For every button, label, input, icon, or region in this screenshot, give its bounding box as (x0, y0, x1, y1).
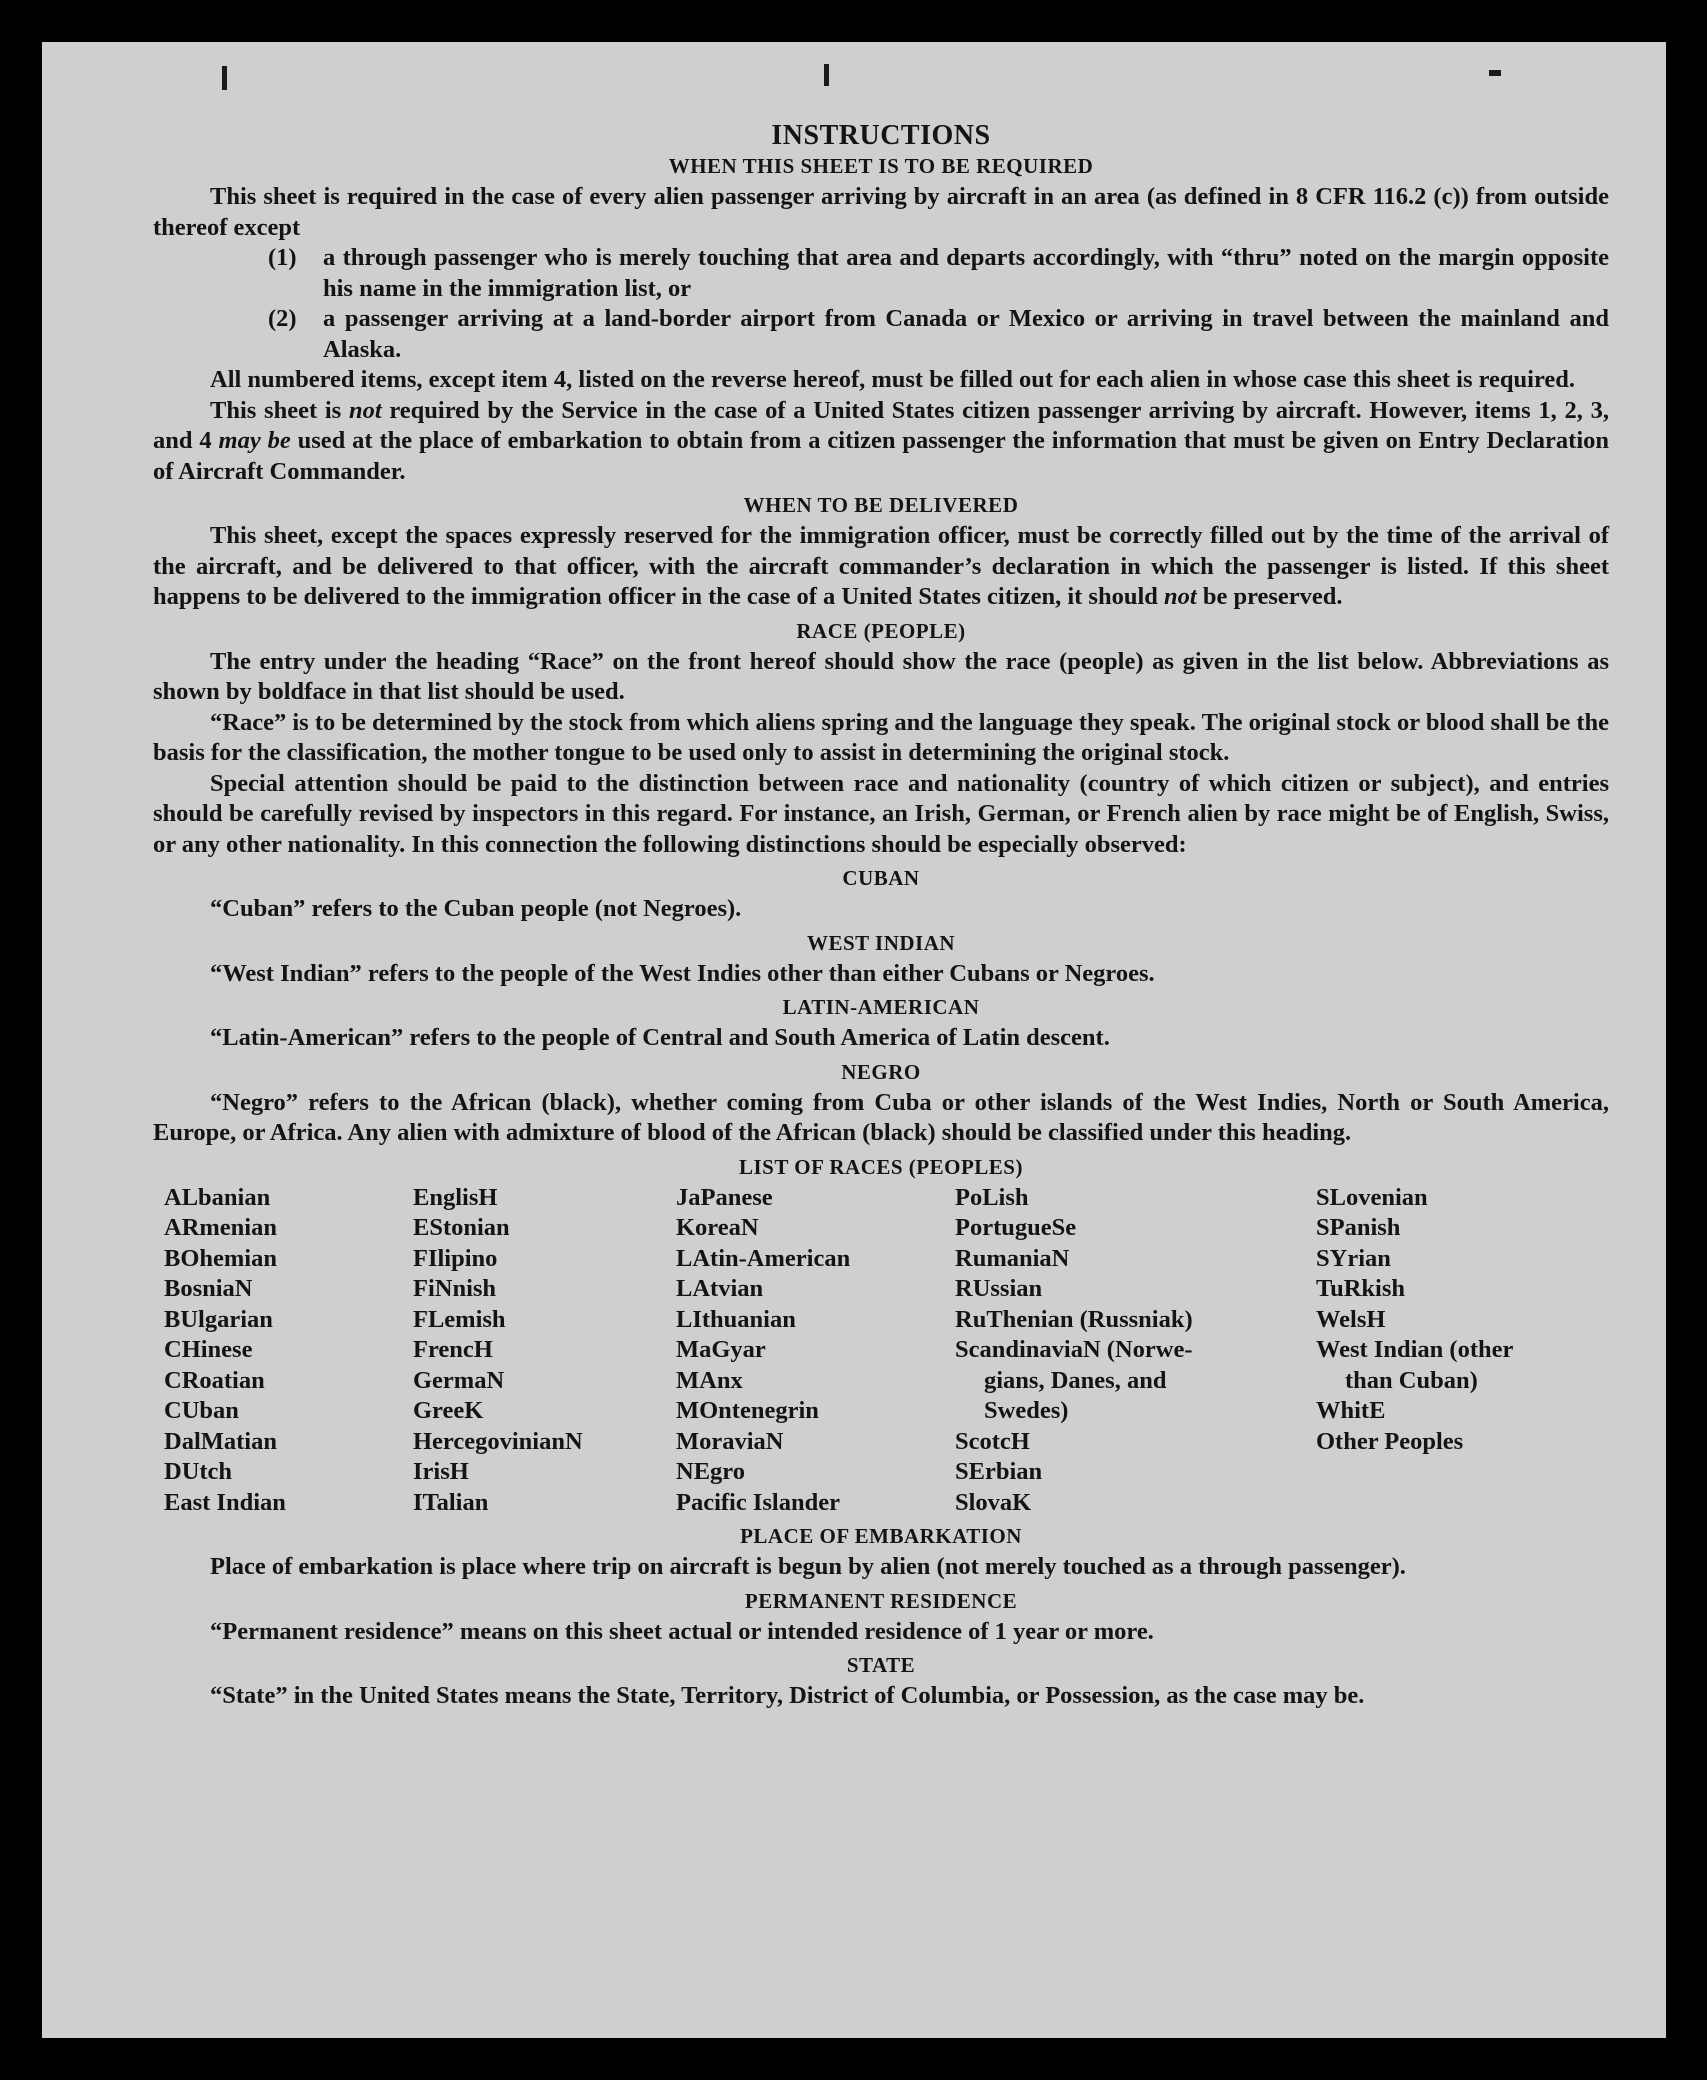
paragraph-race-1: The entry under the heading “Race” on the front hereof should show the race (people) as given in the list below. Abbreviations as shown by boldface in that list should be used. (153, 647, 1609, 705)
list-item: NEgro (676, 1458, 745, 1485)
heading-race: RACE (PEOPLE) (796, 618, 966, 643)
list-item: PoLish (955, 1183, 1029, 1211)
list-item: GreeK (413, 1397, 484, 1424)
list-item: Swedes) (984, 1397, 1069, 1424)
paragraph-negro: “Negro” refers to the African (black), whether coming from Cuba or other islands of the West Indies, North or South America, Europe, or Africa. Any alien with admixture of blood of the African (black) should be classified under this heading. (153, 1088, 1609, 1146)
list-item: gians, Danes, and (984, 1366, 1167, 1394)
heading-negro: NEGRO (841, 1059, 921, 1084)
list-item: SErbian (955, 1458, 1043, 1485)
list-item: SlovaK (955, 1488, 1032, 1516)
list-item: East Indian (164, 1488, 286, 1516)
list-item: KoreaN (676, 1214, 759, 1241)
italic-may-be: may be (218, 427, 291, 454)
list-item: EStonian (413, 1214, 510, 1241)
list-item (153, 243, 1609, 304)
paragraph-west-indian: “West Indian” refers to the people of the West Indies other than either Cubans or Negroes. (210, 959, 1155, 987)
paragraph-delivered (153, 521, 1609, 613)
list-item: RumaniaN (955, 1244, 1070, 1272)
heading-list-of-races: LIST OF RACES (PEOPLES) (739, 1154, 1023, 1179)
list-item: ITalian (413, 1488, 489, 1516)
list-item: FrencH (413, 1336, 493, 1363)
text-run: used at the place of embarkation to obtain from a citizen passenger the information that must be given on Entry Declaration of Aircraft Commander. (153, 427, 1609, 485)
list-item: CHinese (164, 1336, 253, 1363)
list-item: ScotcH (955, 1427, 1030, 1455)
list-item: FIlipino (413, 1244, 498, 1272)
races-column (1316, 1183, 1596, 1519)
text-run: This sheet is (210, 396, 349, 424)
heading-cuban: CUBAN (842, 866, 920, 890)
page-title: INSTRUCTIONS (771, 120, 991, 151)
list-item: SPanish (1316, 1214, 1401, 1241)
list-item: FLemish (413, 1305, 506, 1333)
text-run: be preserved. (1196, 583, 1343, 610)
list-item: LAtin-American (676, 1244, 851, 1272)
list-item: SYrian (1316, 1244, 1391, 1272)
list-item: EnglisH (413, 1183, 498, 1211)
races-column (164, 1183, 413, 1519)
italic-not: not (348, 396, 382, 424)
item-number: (2) (268, 305, 297, 332)
list-item: LAtvian (676, 1275, 764, 1302)
list-item (153, 304, 1609, 365)
list-item: MAnx (676, 1366, 743, 1394)
list-item: DUtch (164, 1458, 233, 1485)
list-item: WelsH (1316, 1305, 1386, 1333)
list-item: CRoatian (164, 1366, 265, 1394)
heading-when-required: WHEN THIS SHEET IS TO BE REQUIRED (668, 154, 1094, 178)
list-item: IrisH (413, 1458, 469, 1485)
list-item: Pacific Islander (676, 1488, 840, 1516)
paragraph-required-intro: This sheet is required in the case of every alien passenger arriving by aircraft in an area (as defined in 8 CFR 116.2 (c)) from outside thereof except (153, 183, 1609, 241)
list-item: MoraviaN (676, 1427, 784, 1455)
heading-permanent-residence: PERMANENT RESIDENCE (744, 1588, 1018, 1613)
list-item: BOhemian (164, 1244, 277, 1272)
list-item: than Cuban) (1345, 1366, 1478, 1394)
list-item: LIthuanian (676, 1305, 796, 1333)
list-item: PortugueSe (955, 1214, 1077, 1241)
list-item: MOntenegrin (676, 1397, 819, 1424)
list-item: HercegovinianN (413, 1427, 583, 1455)
list-item: ARmenian (164, 1214, 277, 1241)
list-item: GermaN (413, 1366, 505, 1394)
item-number: (1) (268, 244, 297, 271)
list-item: SLovenian (1316, 1183, 1428, 1211)
paragraph-numbered-items: All numbered items, except item 4, listed on the reverse hereof, must be filled out for each alien in whose case this sheet is required. (210, 366, 1576, 393)
list-item: MaGyar (676, 1336, 766, 1363)
paragraph-race-2: “Race” is to be determined by the stock from which aliens spring and the language they speak. The original stock or blood shall be the basis for the classification, the mother tongue to be used only to assist in determining the original stock. (153, 708, 1609, 766)
list-item: RUssian (955, 1275, 1043, 1302)
heading-state: STATE (846, 1653, 916, 1677)
list-item: RuThenian (Russniak) (955, 1305, 1193, 1333)
paragraph-permanent-residence: “Permanent residence” means on this sheet actual or intended residence of 1 year or more. (210, 1617, 1154, 1645)
heading-west-indian: WEST INDIAN (806, 930, 956, 955)
punch-mark (222, 66, 227, 90)
punch-mark (1489, 70, 1501, 76)
list-item: BUlgarian (164, 1305, 273, 1333)
document-body (153, 120, 1609, 1712)
list-item: West Indian (other (1316, 1336, 1514, 1363)
list-item: BosniaN (164, 1275, 253, 1302)
item-text: a through passenger who is merely touching that area and departs accordingly, with “thru” noted on the margin opposite his name in the immigration list, or (323, 244, 1609, 302)
text-run: required by the Service in the case of a United States citizen passenger arriving by aircraft. However, items 1, 2, 3, and 4 (153, 396, 1610, 454)
races-list (164, 1183, 1609, 1519)
text-run: This sheet, except the spaces expressly reserved for the immigration officer, must be correctly filled out by the time of the arrival of the aircraft, and be delivered to that officer, with the aircraft commander’s declaration in which the passenger is listed. If this sheet happens to be delivered to the immigration officer in the case of a United States citizen, it should (153, 522, 1609, 610)
paragraph-latin-american: “Latin-American” refers to the people of Central and South America of Latin descent. (210, 1024, 1110, 1051)
paragraph-cuban: “Cuban” refers to the Cuban people (not Negroes). (210, 895, 742, 922)
list-item: TuRkish (1316, 1275, 1406, 1302)
list-item: CUban (164, 1397, 239, 1424)
list-item: Other Peoples (1316, 1427, 1464, 1455)
list-item: DalMatian (164, 1427, 277, 1455)
races-column (676, 1183, 955, 1519)
paragraph-place-of-embarkation: Place of embarkation is place where trip on aircraft is begun by alien (not merely touched as a through passenger). (210, 1553, 1406, 1580)
heading-when-delivered: WHEN TO BE DELIVERED (743, 493, 1019, 517)
list-item: ALbanian (164, 1183, 271, 1211)
heading-latin-american: LATIN-AMERICAN (782, 995, 980, 1019)
punch-mark (824, 64, 829, 86)
paragraph-state: “State” in the United States means the State, Territory, District of Columbia, or Possession, as the case may be. (210, 1682, 1365, 1709)
races-column (955, 1183, 1316, 1519)
heading-place-of-embarkation: PLACE OF EMBARKATION (740, 1524, 1022, 1548)
document-page (42, 42, 1666, 2038)
list-item: ScandinaviaN (Norwe- (955, 1336, 1193, 1363)
paragraph-race-3: Special attention should be paid to the distinction between race and nationality (country of which citizen or subject), and entries should be carefully revised by inspectors in this regard. For instance, an Irish, German, or French alien by race might be of English, Swiss, or any other nationality. In this connection the following distinctions should be especially observed: (153, 769, 1609, 858)
list-item: FiNnish (413, 1275, 497, 1302)
item-text: a passenger arriving at a land-border airport from Canada or Mexico or arriving in travel between the mainland and Alaska. (323, 305, 1609, 363)
list-item: JaPanese (676, 1183, 773, 1211)
races-column (413, 1183, 676, 1519)
paragraph-citizen (153, 396, 1609, 488)
italic-not: not (1164, 583, 1197, 610)
list-item: WhitE (1316, 1397, 1386, 1424)
